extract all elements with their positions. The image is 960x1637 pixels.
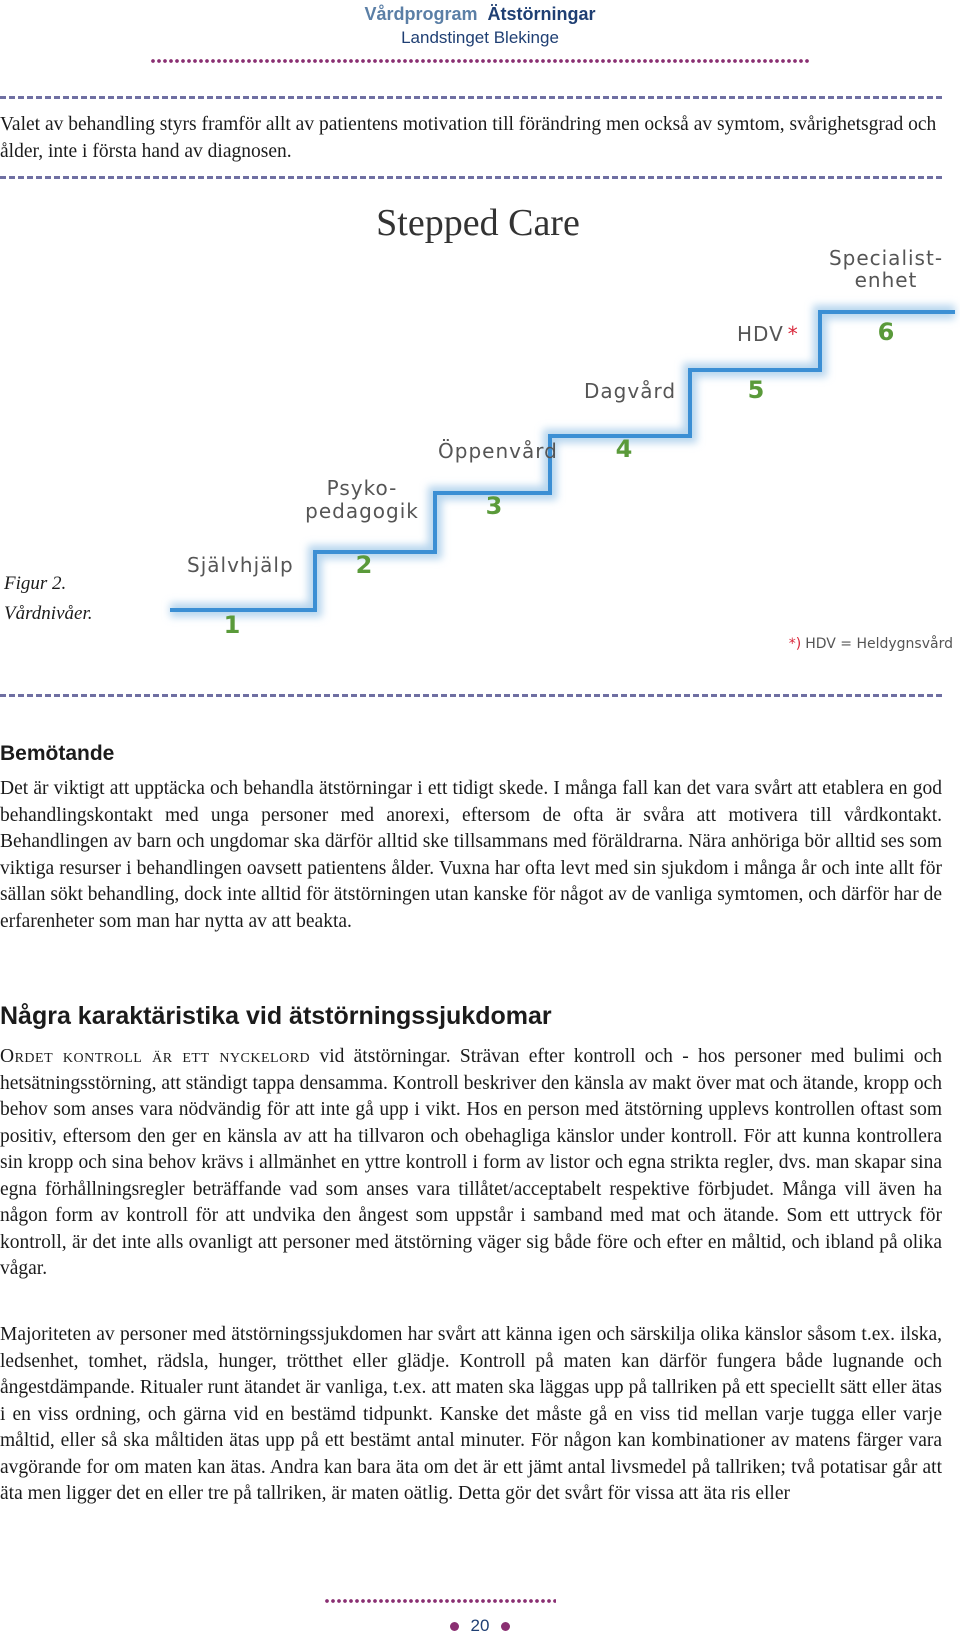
dashed-divider [0, 176, 942, 179]
bullet-icon [501, 1622, 510, 1631]
section-heading-karaktaristika: Några karaktäristika vid ätstörningssjukdomar [0, 1002, 552, 1030]
step-5-number: 5 [747, 376, 765, 404]
section-karaktaristika-para2: Majoriteten av personer med ätstörningssjukdomen har svårt att känna igen och särskilja olika känslor såsom t.ex. ilska, ledsenhet, tomhet, rädsla, hunger, trötthet eller glädje. Kontroll på maten kan därför fungera både lugnande och ångestdämpande. Ritualer runt ätandet är vanliga, t.ex. att maten ska läggas upp på tallriken på ett speciellt sätt eller ätas i en viss ordning, och gärna vid en bestämd tidpunkt. Kanske det måste gå en viss tid mellan varje tugga eller varje måltid, eller så ska måltiden ätas upp på ett bestämt antal minuter. För någon kan kombinationer av matens färger vara avgörande for om maten kan ätas. Andra kan bara äta om det är ett jämt antal livsmedel på tallriken; två potatisar går att äta men ligger det en eller tre på tallriken, är maten oätlig. Detta gör det svårt för vissa att äta ris eller [0, 1324, 942, 1504]
figure-footnote [789, 635, 953, 652]
running-header [0, 4, 960, 25]
step-2-label-line2: pedagogik [305, 499, 419, 523]
figure-title: Stepped Care [376, 202, 580, 244]
step-4-label: Dagvård [584, 379, 677, 403]
figure-caption-title: Vårdnivåer. [4, 603, 93, 624]
bullet-icon [450, 1622, 459, 1631]
footnote-text: HDV = Heldygnsvård [805, 636, 953, 652]
step-2-label-line1: Psyko- [326, 476, 398, 500]
page-number-row [0, 1616, 960, 1636]
step-6-label-line2: enhet [854, 268, 918, 292]
section-bemotande-body: Det är viktigt att upptäcka och behandla ätstörningar i ett tidigt skede. I många fall kan det vara svårt att etablera en god behandlingskontakt med unga personer med anorexi, eftersom de ofta är svåra att motivera till vårdkontakt. Behandlingen av barn och ungdomar ska därför alltid ske tillsammans med föräldrarna. Nära anhöriga bör alltid ses som viktiga resurser i behandlingen oavsett patientens ålder. Vuxna har ofta levt med sin sjukdom i många år och inte allt för sällan sökt behandling, dock inte alltid för ätstörningen utan kanske för något av de vanliga symtomen, och därför har de erfarenheter som man har nytta av att beakta. [0, 778, 942, 932]
footnote-marker: *) [788, 636, 802, 652]
dashed-divider [0, 96, 942, 99]
step-2-number: 2 [355, 551, 373, 579]
header-program: Vårdprogram [364, 4, 478, 24]
step-5-label-text: HDV [737, 322, 784, 346]
step-3-label: Öppenvård [438, 439, 558, 463]
header-title: Ätstörningar [487, 4, 596, 24]
step-5-label [737, 322, 799, 346]
step-1-number: 1 [223, 611, 241, 639]
section-heading-bemotande: Bemötande [0, 742, 115, 765]
intro-text: Valet av behandling styrs framför allt av patientens motivation till förändring men också av symtom, svårighetsgrad och ålder, inte i första hand av diagnosen. [0, 114, 937, 162]
page-number: 20 [470, 1616, 490, 1635]
header-organization: Landstinget Blekinge [401, 28, 559, 47]
figure-caption-number: Figur 2. [4, 573, 67, 594]
section-karaktaristika-para1 [0, 1044, 942, 1283]
stepped-care-diagram [0, 190, 960, 660]
step-6-number: 6 [877, 318, 895, 346]
step-4-number: 4 [615, 435, 633, 463]
dashed-divider [0, 694, 942, 697]
lead-in: Ordet kontroll är ett nyckelord [0, 1046, 311, 1067]
step-1-label: Självhjälp [187, 553, 294, 577]
para1-text: vid ätstörningar. Strävan efter kontroll och - hos personer med bulimi och hetsätningsstörning, att ständigt tappa densamma. Kontroll beskriver den känsla av makt över mat och ätande, kropp och behov som anses vara nödvändig för att inte gå upp i vikt. Hos en person med ätstörning upplevs kontrollen oftast som positiv, eftersom den ger en känsla av att ha tillvaron och obehagliga känslor under kontroll. För att kunna kontrollera sin kropp och sina behov krävs i allmänhet en yttre kontroll i form av listor och egna strikta regler, dvs. man skapar sina egna förhållningsregler beträffande vad som anses vara tillåtet/acceptabelt respektive förbjudet. Många vill även ha någon form av kontroll för att undvika den ångest som uppstår i samband med mat och ätande. Som ett uttryck för kontroll, är det inte alls ovanligt att personer med ätstörning väger sig både före och efter en måltid, och ibland på olika vågar. [0, 1046, 943, 1279]
step-5-marker: * [787, 322, 799, 346]
footer-dotted-rule [324, 1598, 556, 1604]
header-dotted-rule [150, 58, 810, 64]
step-6-label-line1: Specialist- [828, 246, 944, 270]
step-3-number: 3 [485, 492, 503, 520]
